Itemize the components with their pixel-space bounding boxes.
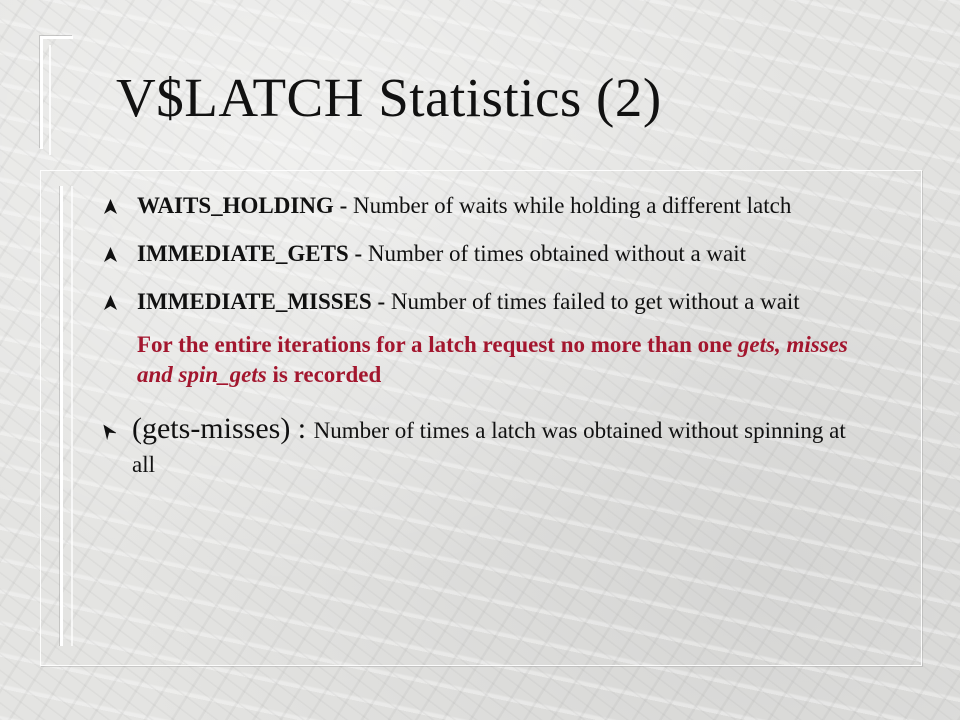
triangle-bullet-icon xyxy=(104,199,117,214)
slide-title: V$LATCH Statistics (2) xyxy=(116,67,662,128)
triangle-bullet-icon xyxy=(104,295,117,310)
term-description: Number of times obtained without a wait xyxy=(367,241,747,266)
highlighted-note xyxy=(104,330,874,390)
note-emphasis: gets, misses and spin_gets xyxy=(137,332,848,387)
note-text-end: is recorded xyxy=(266,362,382,387)
list-item xyxy=(104,190,874,222)
term-label: WAITS_HOLDING - xyxy=(137,193,348,218)
arrow-bullet-icon xyxy=(100,422,116,440)
list-item-final xyxy=(104,410,874,482)
list-item xyxy=(104,286,874,318)
note-text: For the entire iterations for a latch request no more than one xyxy=(137,332,738,357)
term-description: Number of times failed to get without a wait xyxy=(390,289,800,314)
triangle-bullet-icon xyxy=(104,247,117,262)
title-bracket xyxy=(40,36,73,149)
list-item xyxy=(104,238,874,270)
term-description: Number of waits while holding a different latch xyxy=(352,193,792,218)
term-label: IMMEDIATE_GETS - xyxy=(137,241,363,266)
final-lead: (gets-misses) : xyxy=(132,412,314,445)
left-decorative-bar xyxy=(60,186,73,646)
slide-content xyxy=(104,190,874,482)
term-label: IMMEDIATE_MISSES - xyxy=(137,289,386,314)
final-description: Number of times a latch was obtained without spinning at all xyxy=(132,418,846,477)
